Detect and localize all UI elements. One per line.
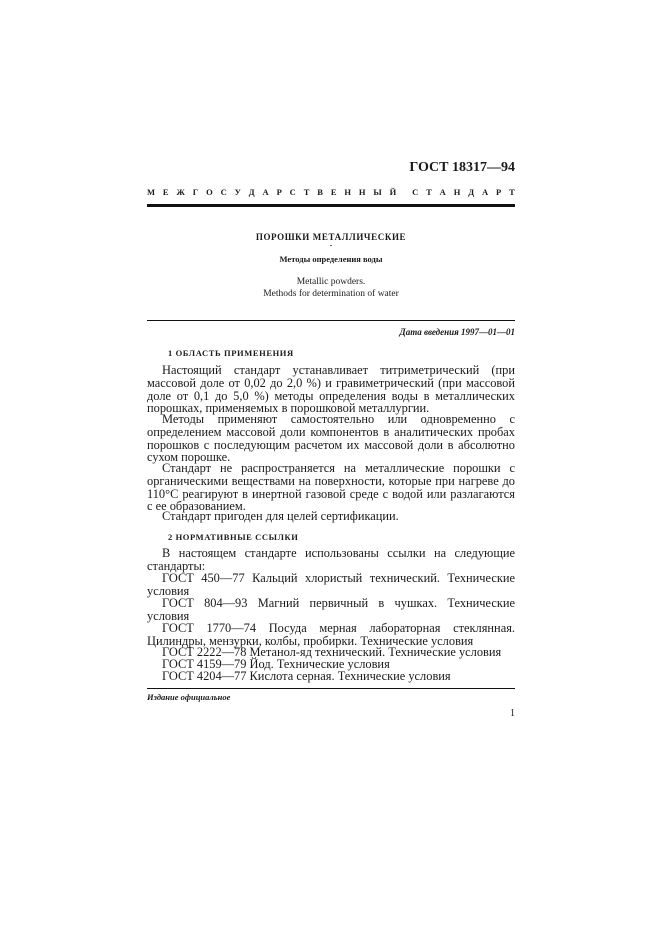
section-1-heading: 1 ОБЛАСТЬ ПРИМЕНЕНИЯ	[168, 348, 294, 358]
subtitle-russian: Методы определения воды	[279, 254, 383, 264]
interstate-letter: Н	[344, 187, 351, 197]
interstate-letter: О	[206, 187, 213, 197]
interstate-letter: Ы	[373, 187, 382, 197]
introduction-date: Дата введения 1997—01—01	[399, 327, 515, 337]
interstate-letter: Т	[509, 187, 515, 197]
interstate-letter: Т	[303, 187, 310, 197]
title-divider	[147, 320, 515, 321]
edition-note: Издание официальное	[147, 692, 231, 702]
reference-item: ГОСТ 1770—74 Посуда мерная лабораторная стеклянная. Цилиндры, мензурки, колбы, пробирки. Технические условия	[147, 621, 515, 648]
interstate-letter: Д	[248, 187, 255, 197]
title-english-line-1: Metallic powders.	[296, 277, 366, 287]
interstate-letter: А	[439, 187, 446, 197]
interstate-letter: С	[412, 187, 419, 197]
interstate-letter: Г	[192, 187, 199, 197]
footer-divider	[147, 688, 515, 689]
interstate-letter: Е	[162, 187, 169, 197]
section-1-paragraph-1: Настоящий стандарт устанавливает титриметрический (при массовой доле от 0,02 до 2,0 %) и гравиметрический (при массовой доле от 0,1 до 5,0 %) методы определения воды в металлических порошках, применяемых в порошковой металлургии.	[147, 363, 515, 416]
reference-item: ГОСТ 804—93 Магний первичный в чушках. Технические условия	[147, 596, 515, 623]
interstate-letter: А	[481, 187, 489, 197]
section-1-paragraph-2: Методы применяют самостоятельно или одновременно с определением массовой доли компонентов в аналитических пробах порошков с последующим расчетом их массовой доли в абсолютно сухом порошке.	[147, 412, 515, 465]
interstate-letter: М	[147, 187, 156, 197]
interstate-letter: Т	[426, 187, 432, 197]
interstate-letter: У	[234, 187, 241, 197]
interstate-letter: Й	[389, 187, 397, 197]
interstate-letter: Р	[276, 187, 282, 197]
interstate-letter: В	[317, 187, 323, 197]
interstate-letter: Р	[495, 187, 502, 197]
interstate-letter: Н	[453, 187, 461, 197]
decorative-dot	[330, 245, 332, 246]
reference-item: ГОСТ 4204—77 Кислота серная. Технические условия	[162, 669, 451, 683]
section-1-paragraph-4: Стандарт пригоден для целей сертификации.	[162, 509, 399, 523]
interstate-letter: С	[220, 187, 227, 197]
reference-item: ГОСТ 450—77 Кальций хлористый технический. Технические условия	[147, 571, 515, 598]
title-english	[147, 276, 515, 300]
reference-item: ГОСТ 4159—79 Йод. Технические условия	[162, 657, 390, 671]
interstate-standard-banner	[147, 187, 515, 197]
title-russian: ПОРОШКИ МЕТАЛЛИЧЕСКИЕ	[255, 232, 407, 242]
section-2-intro: В настоящем стандарте использованы ссылки на следующие стандарты:	[147, 546, 515, 573]
section-2-heading: 2 НОРМАТИВНЫЕ ССЫЛКИ	[168, 532, 299, 542]
interstate-letter: Е	[330, 187, 337, 197]
interstate-letter: Д	[468, 187, 475, 197]
interstate-letter: Н	[358, 187, 366, 197]
page-number: 1	[510, 708, 515, 719]
interstate-letter: Ж	[176, 187, 185, 197]
section-1-paragraph-3: Стандарт не распространяется на металлические порошки с органическими веществами на поверхности, которые при нагреве до 110°С реагируют в инертной газовой среде с водой или разлагаются с ее образованием.	[147, 461, 515, 514]
header-divider	[147, 204, 515, 207]
document-number: ГОСТ 18317—94	[409, 160, 515, 175]
title-english-line-2: Methods for determination of water	[263, 289, 399, 299]
interstate-letter: С	[289, 187, 296, 197]
reference-item: ГОСТ 2222—78 Метанол-яд технический. Технические условия	[162, 645, 502, 659]
interstate-letter: А	[262, 187, 269, 197]
